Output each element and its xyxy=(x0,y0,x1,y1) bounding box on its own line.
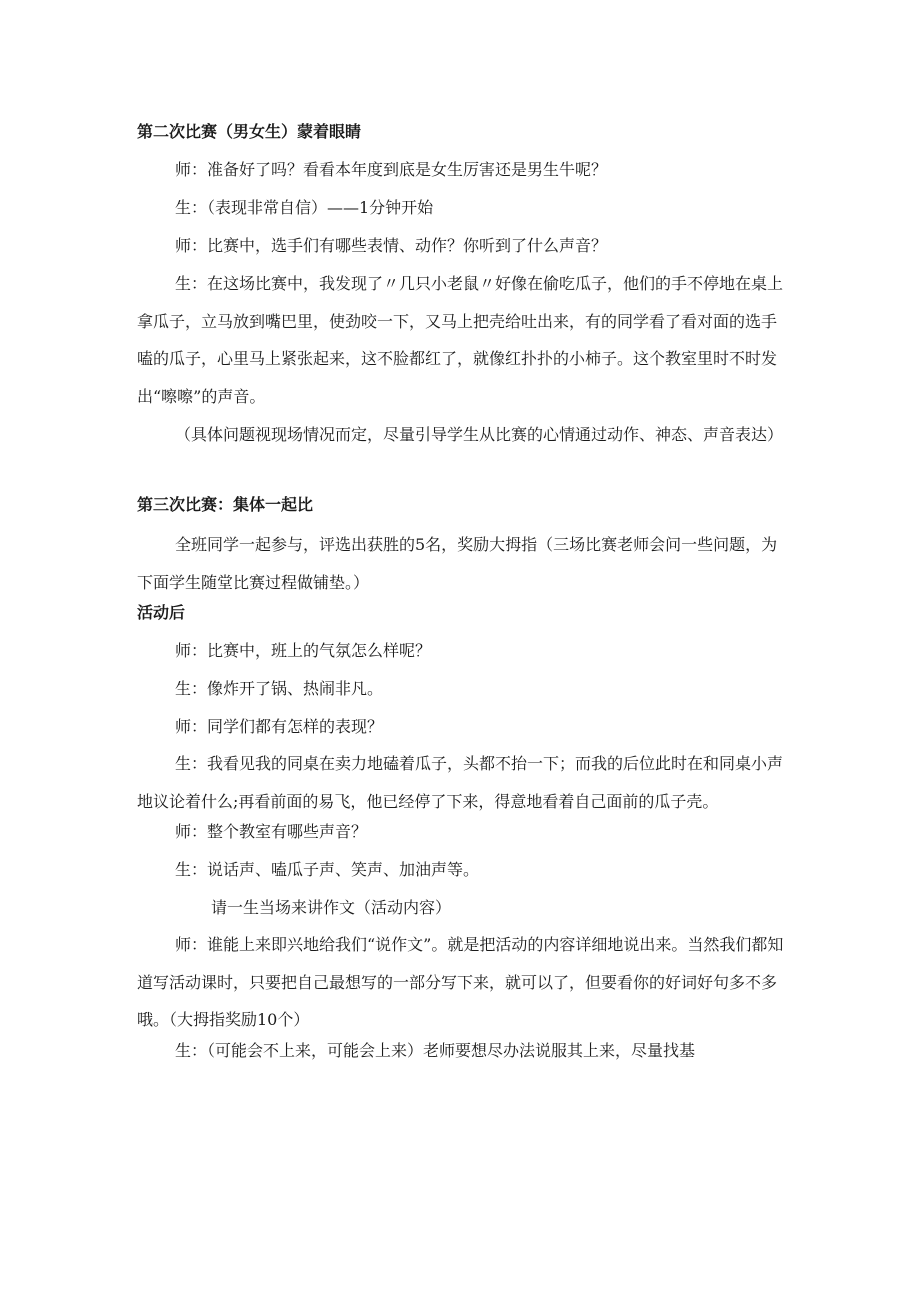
student-line-last: 生：（可能会不上来，可能会上来）老师要想尽办法说服其上来，尽量找基 xyxy=(175,1041,696,1060)
student-desk-paragraph: 生：我看见我的同桌在卖力地磕着瓜子，头都不抬一下；而我的后位此时在和同桌小声地议论着什么;再看前面的易飞，他已经停了下来，得意地看着自己面前的瓜子壳。 xyxy=(137,754,784,811)
heading-round-two: 第二次比赛（男女生）蒙着眼睛 xyxy=(137,122,362,141)
heading-round-three: 第三次比赛：集体一起比 xyxy=(137,495,314,514)
teacher-line-atmosphere: 师：比赛中，班上的气氛怎么样呢？ xyxy=(175,641,432,660)
invite-line: 请一生当场来讲作文（活动内容） xyxy=(211,898,452,917)
teacher-line-question: 师：比赛中，选手们有哪些表情、动作？你听到了什么声音？ xyxy=(175,236,608,255)
student-line-confident: 生：（表现非常自信）——1分钟开始 xyxy=(175,198,434,217)
heading-after-activity: 活动后 xyxy=(137,603,186,622)
teacher-line-ready: 师：准备好了吗？看看本年度到底是女生厉害还是男生牛呢？ xyxy=(175,160,608,179)
student-line-lively: 生：像炸开了锅、热闹非凡。 xyxy=(175,679,384,698)
student-line-sounds: 生：说话声、嗑瓜子声、笑声、加油声等。 xyxy=(175,860,480,879)
teacher-note-paragraph: （具体问题视现场情况而定，尽量引导学生从比赛的心情通过动作、神态、声音表达） xyxy=(175,425,784,444)
student-observation-paragraph: 生：在这场比赛中，我发现了〃几只小老鼠〃好像在偷吃瓜子，他们的手不停地在桌上拿瓜子，立马放到嘴巴里，使劲咬一下，又马上把壳给吐出来，有的同学看了看对面的选手嗑的瓜子，心里马上紧张起来，这不脸都红了，就像红扑扑的小柿子。这个教室里时不时发出“嚓嚓”的声音。 xyxy=(137,274,784,407)
whole-class-paragraph: 全班同学一起参与，评选出获胜的5名，奖励大拇指（三场比赛老师会问一些问题，为下面学生随堂比赛过程做铺垫。） xyxy=(137,535,778,592)
teacher-line-sounds: 师：整个教室有哪些声音？ xyxy=(175,822,368,841)
teacher-line-behavior: 师：同学们都有怎样的表现？ xyxy=(175,717,384,736)
teacher-speak-paragraph: 师：谁能上来即兴地给我们“说作文”。就是把活动的内容详细地说出来。当然我们都知道写活动课时，只要把自己最想写的一部分写下来，就可以了，但要看你的好词好句多不多哦。（大拇指奖励10个） xyxy=(137,935,784,1030)
